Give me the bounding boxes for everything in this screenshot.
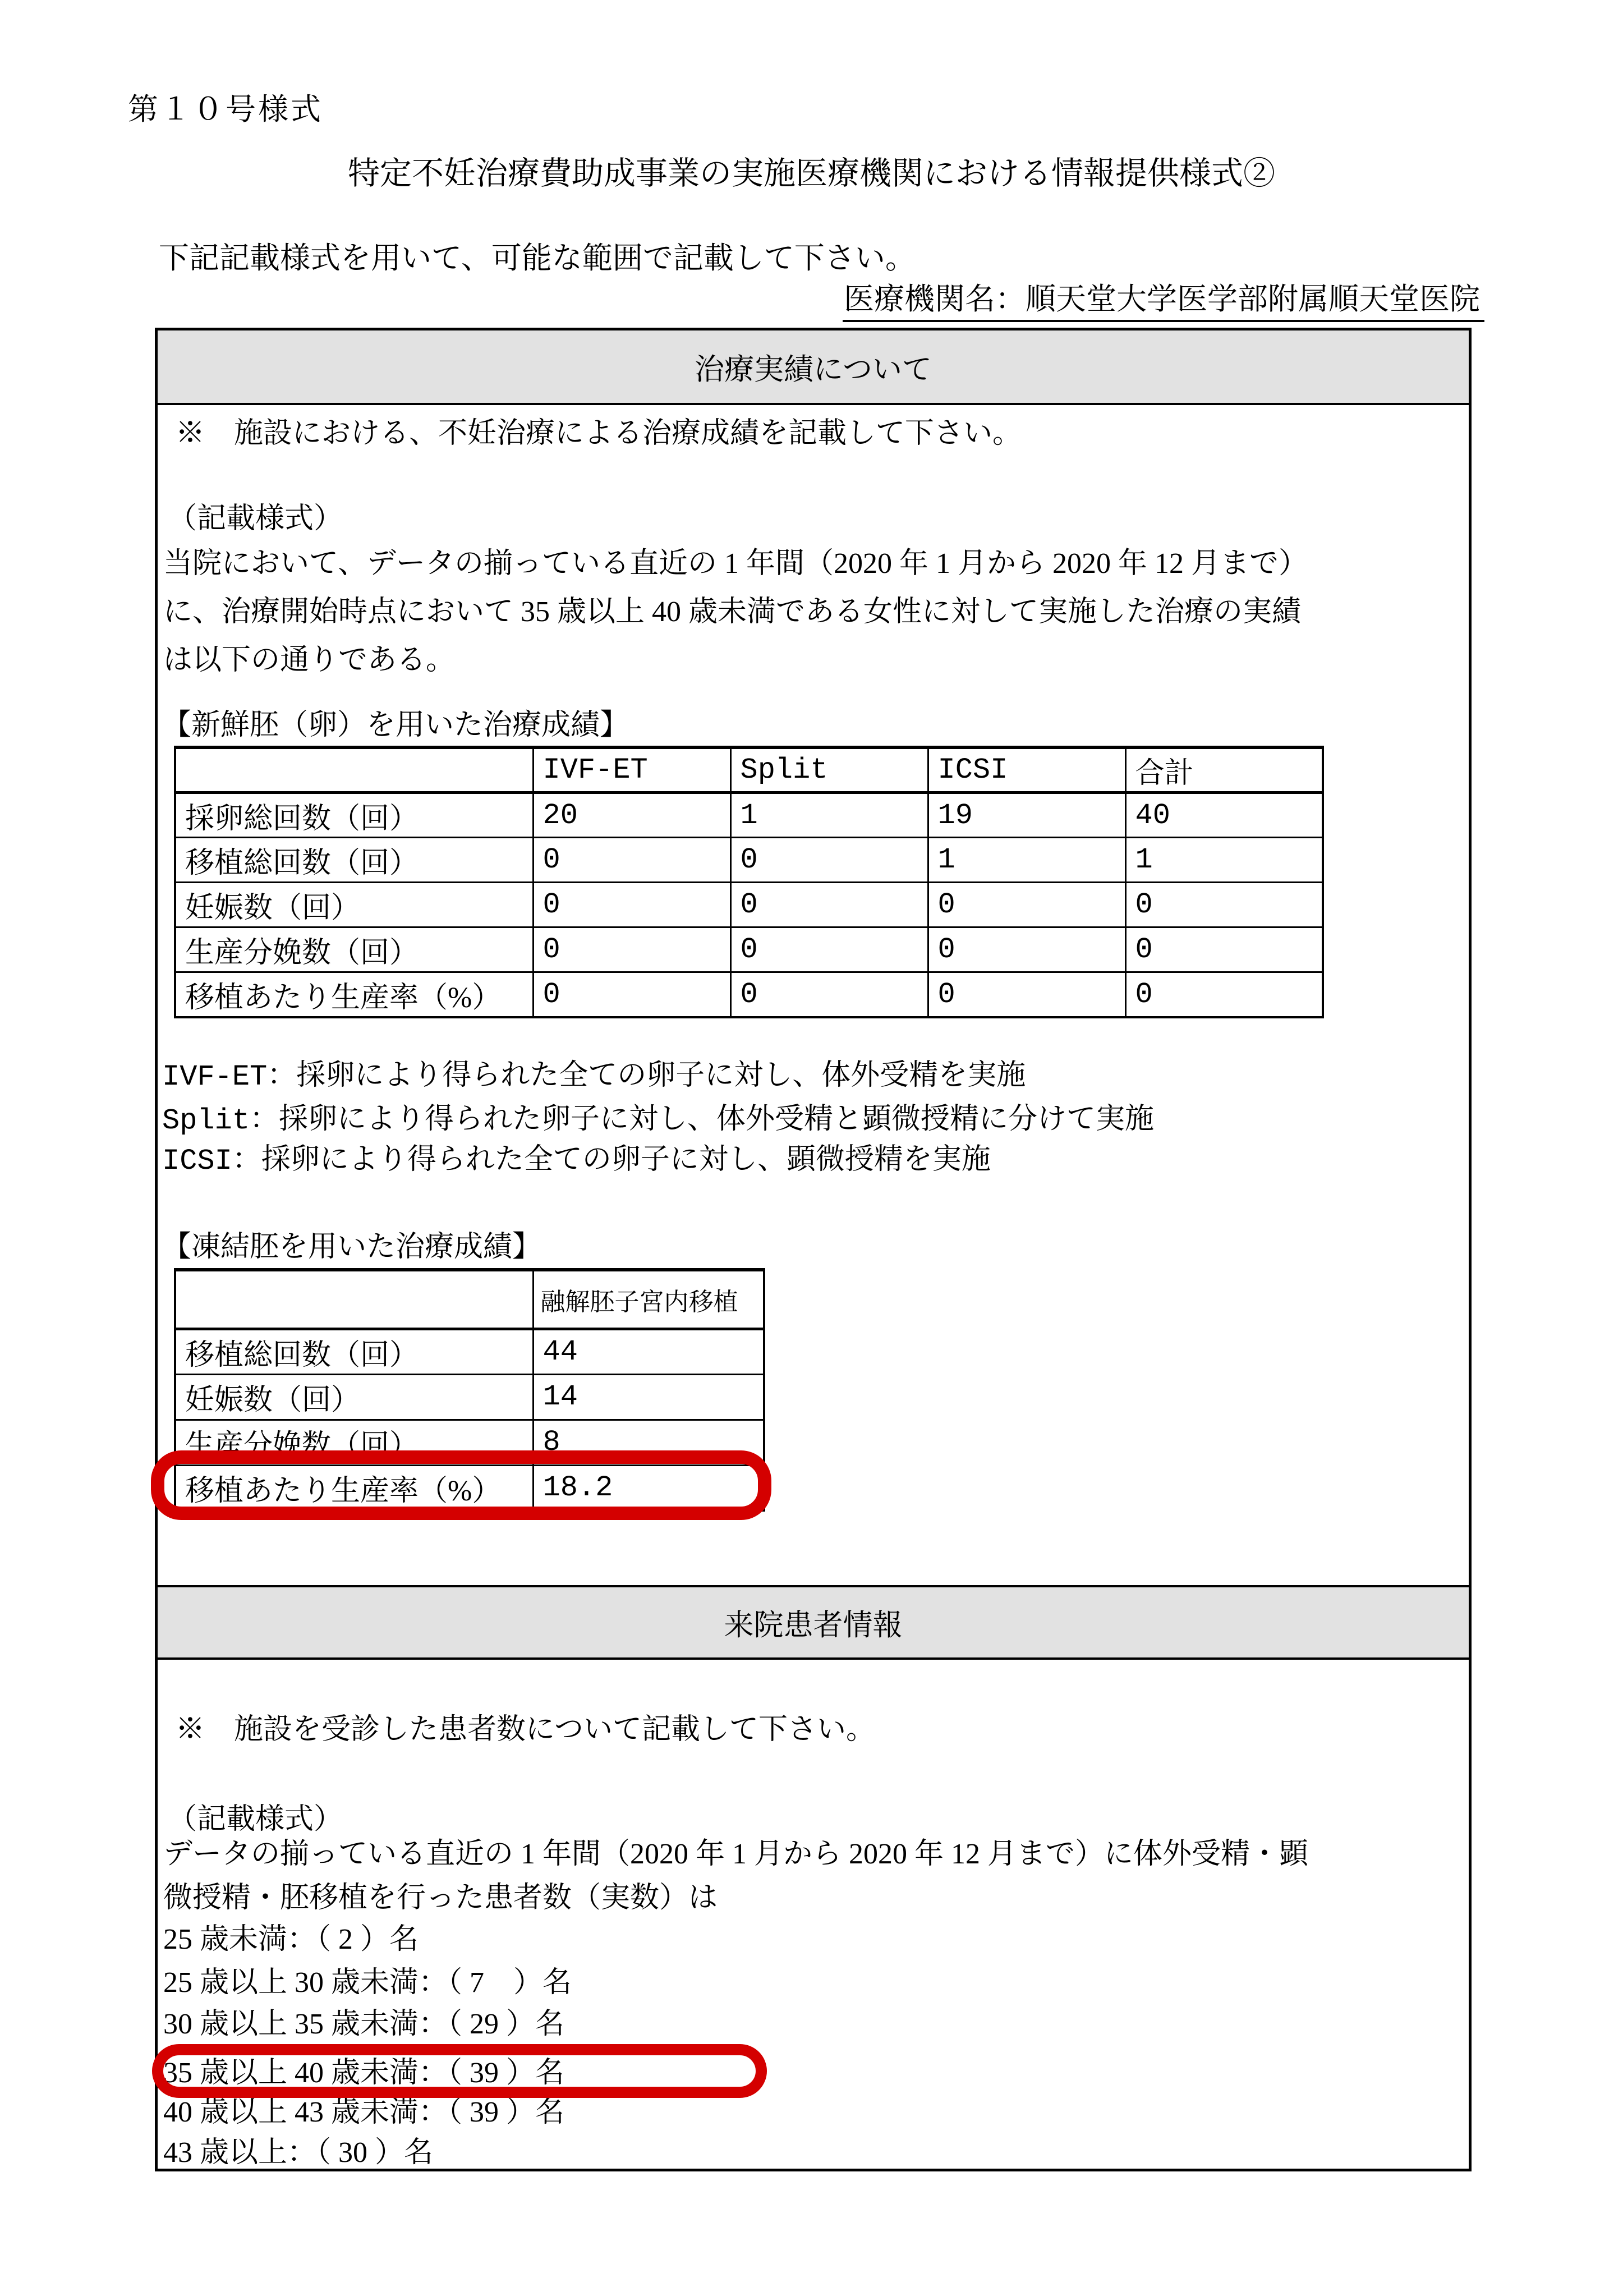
table-row [175,972,1323,1017]
column-header-split: Split [730,747,928,793]
definition-text: ：採卵により得られた全ての卵子に対し、顕微授精を実施 [232,1144,991,1175]
row-label: 移植あたり生産率（%） [175,1465,533,1510]
age-line-25-30: 25 歳以上 30 歳未満：（ 7 ）名 [163,1967,572,1999]
definition-term: IVF-ET [162,1060,268,1094]
section1-paragraph-line3: は以下の通りである。 [163,644,456,676]
section2-note: ※ 施設を受診した患者数について記載して下さい。 [176,1714,875,1746]
row-label: 妊娠数（回） [175,1374,533,1420]
cell-value: 0 [1125,972,1323,1017]
fresh-embryo-table [174,746,1324,1018]
cell-value: 0 [730,838,928,883]
age-line-40-43: 40 歳以上 43 歳未満：（ 39 ）名 [163,2096,565,2128]
fresh-embryo-heading: 【新鮮胚（卵）を用いた治療成績】 [162,709,629,741]
definition-text: ：採卵により得られた卵子に対し、体外受精と顕微授精に分けて実施 [250,1103,1155,1135]
definition-text: ：採卵により得られた全ての卵子に対し、体外受精を実施 [267,1059,1026,1091]
section1-header [158,330,1469,405]
cell-value: 0 [533,927,730,972]
cell-value: 1 [1125,838,1323,883]
age-line-30-35: 30 歳以上 35 歳未満：（ 29 ）名 [163,2008,565,2040]
section1-note: ※ 施設における、不妊治療による治療成績を記載して下さい。 [176,417,1022,449]
table-row [175,1329,764,1374]
definition-term: ICSI [162,1145,232,1178]
definition-ivf-et [162,1058,1026,1095]
row-label: 移植総回数（回） [175,838,533,883]
row-label: 生産分娩数（回） [175,1420,533,1465]
cell-value: 0 [730,972,928,1017]
institution-name: 医療機関名：順天堂大学医学部附属順天堂医院 [843,282,1484,322]
form-body-box [155,328,1472,2171]
age-line-under-25: 25 歳未満：（ 2 ）名 [163,1923,419,1955]
definition-split [162,1102,1154,1138]
table-header-row [175,1270,764,1329]
frozen-embryo-heading: 【凍結胚を用いた治療成績】 [162,1231,542,1263]
cell-value: 8 [533,1420,764,1465]
table-row [175,927,1323,972]
cell-value: 18.2 [533,1465,764,1510]
table-header-row [175,747,1323,793]
row-label: 採卵総回数（回） [175,793,533,838]
cell-value: 0 [730,927,928,972]
cell-value: 0 [928,927,1125,972]
cell-value: 19 [928,793,1125,838]
cell-value: 1 [928,838,1125,883]
row-label: 移植あたり生産率（%） [175,972,533,1017]
cell-value: 0 [928,883,1125,927]
table-row [175,883,1323,927]
section2-header [158,1585,1469,1660]
cell-value: 0 [730,883,928,927]
row-label: 妊娠数（回） [175,883,533,927]
table-row [175,1465,764,1510]
definition-term: Split [162,1104,250,1137]
table-corner-cell [175,1270,533,1329]
section2-paragraph-line1: データの揃っている直近の 1 年間（2020 年 1 月から 2020 年 12 月まで）に体外受精・顕 [163,1838,1309,1870]
cell-value: 0 [1125,883,1323,927]
age-line-35-40: 35 歳以上 40 歳未満：（ 39 ）名 [163,2057,565,2089]
cell-value: 44 [533,1329,764,1374]
section2-header-label: 来院患者情報 [724,1609,903,1642]
section1-paragraph-line1: 当院において、データの揃っている直近の 1 年間（2020 年 1 月から 2020 年 12 月まで） [163,548,1308,580]
row-label: 生産分娩数（回） [175,927,533,972]
column-header-thawed-transfer: 融解胚子宮内移植 [533,1270,764,1329]
instruction-text: 下記記載様式を用いて、可能な範囲で記載して下さい。 [159,241,916,275]
table-corner-cell [175,747,533,793]
section1-header-label: 治療実績について [695,353,932,386]
cell-value: 0 [533,838,730,883]
section2-format-label: （記載様式） [168,1803,343,1835]
table-row [175,793,1323,838]
age-line-over-43: 43 歳以上：（ 30 ）名 [163,2137,434,2169]
column-header-total: 合計 [1125,747,1323,793]
frozen-embryo-table [174,1268,765,1512]
column-header-icsi: ICSI [928,747,1125,793]
page-title: 特定不妊治療費助成事業の実施医療機関における情報提供様式② [348,156,1275,191]
cell-value: 14 [533,1374,764,1420]
section1-paragraph-line2: に、治療開始時点において 35 歳以上 40 歳未満である女性に対して実施した治療の実績 [163,596,1302,628]
cell-value: 0 [533,972,730,1017]
cell-value: 40 [1125,793,1323,838]
cell-value: 1 [730,793,928,838]
form-number: 第１０号様式 [128,93,323,126]
table-row [175,838,1323,883]
table-row [175,1420,764,1465]
cell-value: 0 [928,972,1125,1017]
cell-value: 20 [533,793,730,838]
cell-value: 0 [533,883,730,927]
column-header-ivf-et: IVF-ET [533,747,730,793]
definition-icsi [162,1142,991,1179]
cell-value: 0 [1125,927,1323,972]
section2-paragraph-line2: 微授精・胚移植を行った患者数（実数）は [163,1882,718,1914]
table-row [175,1374,764,1420]
row-label: 移植総回数（回） [175,1329,533,1374]
section1-format-label: （記載様式） [168,503,343,535]
